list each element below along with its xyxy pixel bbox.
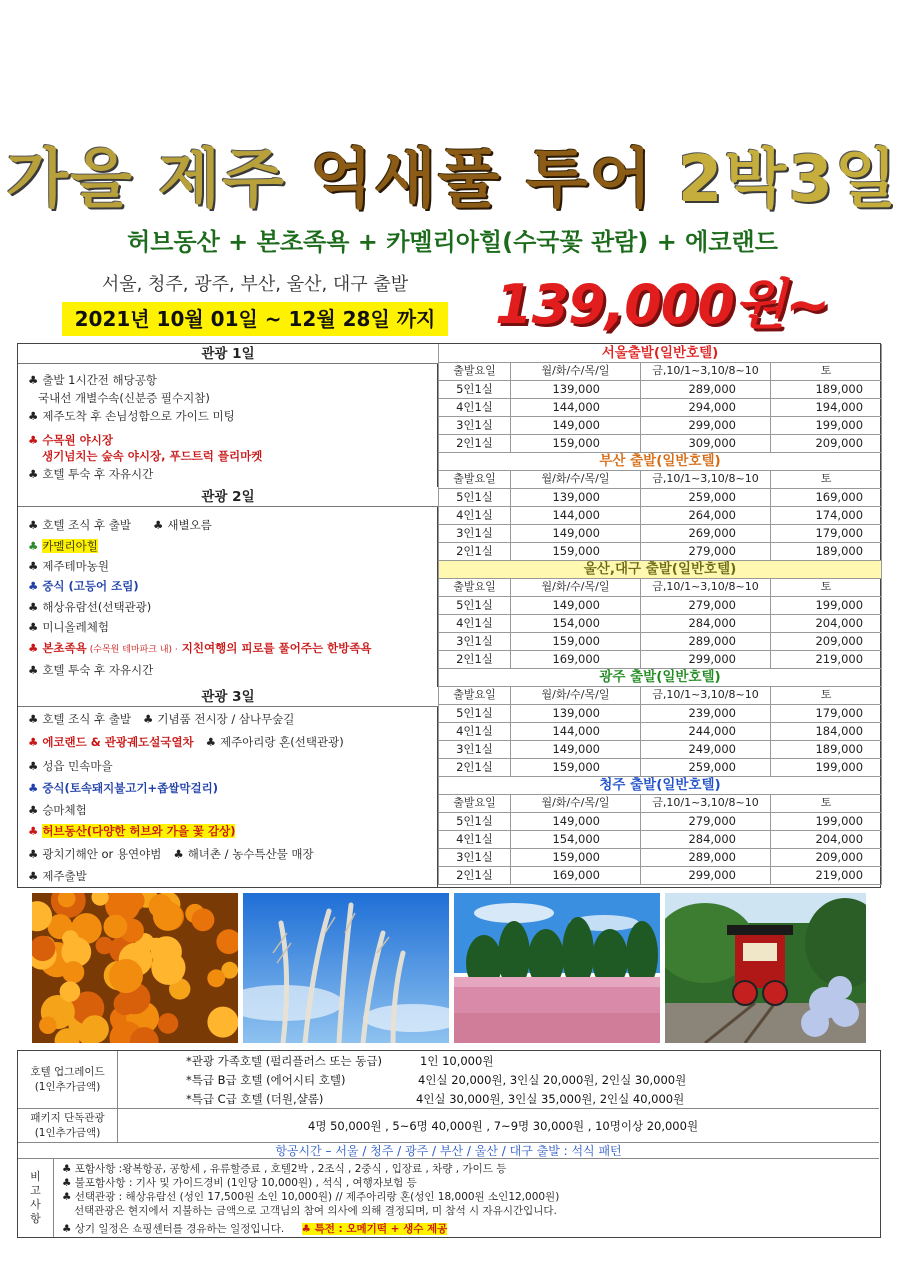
itinerary [18, 344, 438, 887]
club-bullet: ♣ [28, 620, 39, 634]
price-cell: 259,000 [641, 488, 771, 506]
upgrade-price-1: 1인 10,000원 [420, 1054, 494, 1068]
day-1-heading: 관광 1일 [18, 344, 438, 364]
price-section-title: 부산 출발(일반호텔) [439, 452, 882, 470]
price-row [439, 704, 882, 722]
club-bullet: ♣ [28, 433, 39, 447]
price-row [439, 398, 882, 416]
price-row [439, 740, 882, 758]
price-row [439, 488, 882, 506]
itinerary-text: 성읍 민속마을 [42, 759, 113, 773]
price-row [439, 812, 882, 830]
photo-strip [32, 893, 866, 1043]
room-type-cell: 2인1실 [439, 542, 511, 560]
price-cell: 289,000 [641, 380, 771, 398]
day-3-heading: 관광 3일 [18, 687, 438, 707]
itinerary-item [42, 448, 262, 464]
package-row [18, 1109, 879, 1143]
itinerary-text: 광치기해안 or 용연야범 [42, 847, 162, 861]
itinerary-text: 출발 1시간전 해당공항 [42, 373, 157, 387]
itinerary-text: 카멜리아힐 [42, 539, 98, 553]
price-cell: 259,000 [641, 758, 771, 776]
itinerary-text: 호텔 투숙 후 자유시간 [42, 467, 154, 481]
itinerary-item [28, 802, 87, 818]
itinerary-item [28, 372, 157, 388]
price-cell: 219,000 [771, 866, 882, 884]
price-section-title: 광주 출발(일반호텔) [439, 668, 882, 686]
price-cell: 294,000 [641, 398, 771, 416]
price-cell: 239,000 [641, 704, 771, 722]
price-cell: 289,000 [641, 632, 771, 650]
room-type-cell: 5인1실 [439, 596, 511, 614]
itinerary-item [28, 711, 294, 727]
price-cell: 159,000 [511, 758, 641, 776]
price-cell: 219,000 [771, 650, 882, 668]
itinerary-text: 본초족욕 [42, 641, 87, 655]
price-cell: 149,000 [511, 812, 641, 830]
price-column-header: 금,10/1~3,10/8~10 [641, 794, 771, 812]
itinerary-item [28, 619, 109, 635]
price-cell: 139,000 [511, 704, 641, 722]
upgrade-line-1: *관광 가족호텔 (펄리플러스 또는 동급) [186, 1054, 382, 1068]
itinerary-text: 제주도착 후 손님성함으로 가이드 미팅 [42, 409, 235, 423]
room-type-cell: 5인1실 [439, 812, 511, 830]
price-cell: 179,000 [771, 704, 882, 722]
upgrade-row [18, 1051, 879, 1109]
tour-period: 2021년 10월 01일 ~ 12월 28일 까지 [62, 302, 448, 336]
upgrade-line-2: *특급 B급 호텔 (에어시티 호텔) [186, 1073, 346, 1087]
itinerary-item [28, 517, 212, 533]
price-cell: 279,000 [641, 542, 771, 560]
price-cell: 284,000 [641, 830, 771, 848]
price-cell: 149,000 [511, 416, 641, 434]
itinerary-item [28, 599, 151, 615]
extras-table [17, 1050, 881, 1238]
price-column-header: 토 [771, 470, 882, 488]
club-bullet: ♣ [28, 539, 39, 553]
club-bullet: ♣ [28, 559, 39, 573]
itinerary-item [28, 780, 218, 796]
upgrade-price-2: 4인실 20,000원, 3인실 20,000원, 2인실 30,000원 [418, 1073, 687, 1087]
price-cell: 279,000 [641, 596, 771, 614]
price-cell: 199,000 [771, 758, 882, 776]
price-column-header: 토 [771, 578, 882, 596]
itinerary-text: 호텔 조식 후 출발 [42, 712, 132, 726]
marigold-photo [32, 893, 238, 1043]
day-2-heading: 관광 2일 [18, 487, 438, 507]
room-type-cell: 4인1실 [439, 830, 511, 848]
package-prices: 4명 50,000원 , 5~6명 40,000원 , 7~9명 30,000원 , 10명이상 20,000원 [308, 1119, 699, 1133]
itinerary-item [28, 758, 113, 774]
upgrade-label: 호텔 업그레이드 (1인추가금액) [18, 1051, 118, 1108]
club-bullet: ♣ [28, 409, 39, 423]
price-cell: 299,000 [641, 866, 771, 884]
price-column-header: 출발요일 [439, 470, 511, 488]
itinerary-text: 수목원 야시장 [42, 433, 113, 447]
price-section-title: 서울출발(일반호텔) [439, 344, 882, 362]
itinerary-item [28, 734, 344, 750]
club-bullet: ♣ [28, 373, 39, 387]
price-section-title: 울산,대구 출발(일반호텔) [439, 560, 882, 578]
room-type-cell: 3인1실 [439, 740, 511, 758]
schedule-price-table [17, 343, 881, 888]
club-bullet: ♣ [28, 759, 39, 773]
price-row [439, 866, 882, 884]
room-type-cell: 4인1실 [439, 398, 511, 416]
room-type-cell: 4인1실 [439, 506, 511, 524]
airline-info: 항공시간 – 서울 / 청주 / 광주 / 부산 / 울산 / 대구 출발 : 석식 패턴 [18, 1143, 879, 1159]
price-cell: 184,000 [771, 722, 882, 740]
room-type-cell: 5인1실 [439, 380, 511, 398]
room-type-cell: 3인1실 [439, 632, 511, 650]
title-part-2: 억새풀 투어 [310, 143, 654, 217]
title-part-1: 가을 제주 [6, 143, 286, 217]
note-shopping: ♣ 상기 일정은 쇼핑센터를 경유하는 일정입니다. ♣ 특전 : 오메기떡 + 생수 제공 [62, 1223, 448, 1235]
room-type-cell: 4인1실 [439, 614, 511, 632]
price-row [439, 650, 882, 668]
price-cell: 284,000 [641, 614, 771, 632]
room-type-cell: 5인1실 [439, 704, 511, 722]
price-column-header: 월/화/수/목/일 [511, 470, 641, 488]
price-cell: 154,000 [511, 614, 641, 632]
tour-price: 139,000원~ [495, 273, 830, 336]
price-cell: 199,000 [771, 596, 882, 614]
itinerary-text: 허브동산(다양한 허브와 가을 꽃 감상) [42, 824, 236, 838]
notes-label: 비 고 사 항 [18, 1159, 54, 1237]
club-bullet: ♣ [28, 579, 39, 593]
room-type-cell: 5인1실 [439, 488, 511, 506]
price-column-header: 월/화/수/목/일 [511, 362, 641, 380]
itinerary-text: 중식 (고등어 조림) [42, 579, 139, 593]
price-row [439, 614, 882, 632]
price-cell: 159,000 [511, 632, 641, 650]
itinerary-item [28, 846, 314, 862]
itinerary-item [28, 868, 87, 884]
price-cell: 149,000 [511, 740, 641, 758]
price-column-header: 월/화/수/목/일 [511, 686, 641, 704]
price-cell: 199,000 [771, 416, 882, 434]
room-type-cell: 2인1실 [439, 650, 511, 668]
itinerary-item [28, 466, 153, 482]
special-benefit: ♣ 특전 : 오메기떡 + 생수 제공 [301, 1223, 448, 1235]
price-cell: 144,000 [511, 398, 641, 416]
price-row [439, 380, 882, 398]
price-row [439, 542, 882, 560]
price-cell: 244,000 [641, 722, 771, 740]
note-included: ♣ 포함사항 :왕복항공, 공항세 , 유류할증료 , 호텔2박 , 2조식 , 2중식 , 입장료 , 차량 , 가이드 등 [62, 1163, 507, 1175]
price-cell: 144,000 [511, 506, 641, 524]
club-bullet: ♣ [28, 847, 39, 861]
price-cell: 169,000 [511, 866, 641, 884]
itinerary-item [28, 640, 372, 658]
price-cell: 169,000 [771, 488, 882, 506]
price-row [439, 596, 882, 614]
price-cell: 249,000 [641, 740, 771, 758]
price-cell: 204,000 [771, 614, 882, 632]
itinerary-item [28, 432, 113, 448]
club-bullet: ♣ [28, 467, 39, 481]
itinerary-text: 해상유람선(선택관광) [42, 600, 152, 614]
price-cell: 209,000 [771, 632, 882, 650]
price-cell: 189,000 [771, 542, 882, 560]
itinerary-text: 제주출발 [42, 869, 87, 883]
price-row [439, 506, 882, 524]
price-column-header: 출발요일 [439, 686, 511, 704]
price-column-header: 토 [771, 686, 882, 704]
room-type-cell: 3인1실 [439, 848, 511, 866]
itinerary-text: 미니올레체험 [42, 620, 109, 634]
itinerary-text: 호텔 투숙 후 자유시간 [42, 663, 154, 677]
itinerary-text: 제주테마농원 [42, 559, 109, 573]
itinerary-item [28, 662, 153, 678]
itinerary-text: 승마체험 [42, 803, 87, 817]
price-cell: 169,000 [511, 650, 641, 668]
price-column-header: 월/화/수/목/일 [511, 578, 641, 596]
itinerary-item [28, 578, 139, 594]
club-bullet: ♣ [28, 869, 39, 883]
price-row [439, 632, 882, 650]
price-cell: 204,000 [771, 830, 882, 848]
price-column-header: 월/화/수/목/일 [511, 794, 641, 812]
pampas-grass-photo [243, 893, 449, 1043]
itinerary-extra: 제주아리랑 혼(선택관광) [219, 735, 344, 749]
price-cell: 159,000 [511, 434, 641, 452]
price-cell: 194,000 [771, 398, 882, 416]
itinerary-extra: 기념품 전시장 / 삼나무숲길 [157, 712, 295, 726]
price-cell: 159,000 [511, 848, 641, 866]
price-cell: 149,000 [511, 524, 641, 542]
price-cell: 299,000 [641, 650, 771, 668]
club-bullet: ♣ [28, 663, 39, 677]
price-row [439, 722, 882, 740]
room-type-cell: 3인1실 [439, 416, 511, 434]
club-bullet: ♣ [205, 735, 216, 749]
club-bullet: ♣ [28, 600, 39, 614]
club-bullet: ♣ [28, 712, 39, 726]
price-row [439, 524, 882, 542]
price-section-title: 청주 출발(일반호텔) [439, 776, 882, 794]
price-cell: 299,000 [641, 416, 771, 434]
price-cell: 179,000 [771, 524, 882, 542]
price-cell: 149,000 [511, 596, 641, 614]
note-optional-tour: ♣ 선택관광 : 해상유람선 (성인 17,500원 소인 10,000원) // 제주아리랑 혼(성인 18,000원 소인12,000원) [62, 1191, 560, 1203]
itinerary-item [28, 408, 235, 424]
steam-train-photo [665, 893, 866, 1043]
tour-subtitle: 허브동산 + 본초족욕 + 카멜리아힐(수국꽃 관람) + 에코랜드 [127, 228, 778, 256]
itinerary-item [38, 390, 210, 406]
price-cell: 199,000 [771, 812, 882, 830]
price-cell: 209,000 [771, 434, 882, 452]
itinerary-text: 에코랜드 & 관광궤도설국열차 [42, 735, 194, 749]
departure-cities: 서울, 청주, 광주, 부산, 울산, 대구 출발 [101, 274, 409, 295]
price-cell: 189,000 [771, 740, 882, 758]
price-column-header: 금,10/1~3,10/8~10 [641, 578, 771, 596]
club-bullet: ♣ [143, 712, 154, 726]
club-bullet: ♣ [28, 781, 39, 795]
price-row [439, 758, 882, 776]
price-cell: 279,000 [641, 812, 771, 830]
price-cell: 309,000 [641, 434, 771, 452]
room-type-cell: 4인1실 [439, 722, 511, 740]
title-part-3: 2박3일 [677, 143, 899, 217]
room-type-cell: 2인1실 [439, 866, 511, 884]
itinerary-item [28, 558, 109, 574]
price-row [439, 434, 882, 452]
price-column-header: 토 [771, 362, 882, 380]
price-column-header: 출발요일 [439, 578, 511, 596]
club-bullet: ♣ [28, 824, 39, 838]
itinerary-text: 중식(토속돼지불고기+좁쌀막걸리) [42, 781, 218, 795]
price-column-header: 금,10/1~3,10/8~10 [641, 362, 771, 380]
price-row [439, 416, 882, 434]
club-bullet: ♣ [28, 518, 39, 532]
price-cell: 174,000 [771, 506, 882, 524]
itinerary-note: (수목원 테마파크 내) · [89, 645, 178, 655]
room-type-cell: 2인1실 [439, 434, 511, 452]
price-cell: 139,000 [511, 488, 641, 506]
price-cell: 144,000 [511, 722, 641, 740]
club-bullet: ♣ [28, 641, 39, 655]
price-cell: 154,000 [511, 830, 641, 848]
price-cell: 209,000 [771, 848, 882, 866]
price-column-header: 출발요일 [439, 794, 511, 812]
itinerary-text: 국내선 개별수속(신분증 필수지참) [38, 391, 210, 405]
club-bullet: ♣ [173, 847, 184, 861]
price-row [439, 848, 882, 866]
price-row [439, 830, 882, 848]
itinerary-item [28, 823, 235, 839]
itinerary-text: 생기넘치는 숲속 야시장, 푸드트럭 플리마켓 [42, 449, 263, 463]
room-type-cell: 2인1실 [439, 758, 511, 776]
price-cell: 189,000 [771, 380, 882, 398]
itinerary-text: 호텔 조식 후 출발 [42, 518, 132, 532]
price-cell: 264,000 [641, 506, 771, 524]
price-cell: 139,000 [511, 380, 641, 398]
price-column-header: 금,10/1~3,10/8~10 [641, 470, 771, 488]
itinerary-extra: 해녀촌 / 농수특산물 매장 [187, 847, 314, 861]
price-table [438, 344, 881, 887]
upgrade-price-3: 4인실 30,000원, 3인실 35,000원, 2인실 40,000원 [416, 1092, 685, 1106]
price-column-header: 금,10/1~3,10/8~10 [641, 686, 771, 704]
upgrade-line-3: *특급 C급 호텔 (더원,샬롬) [186, 1092, 324, 1106]
itinerary-item [28, 538, 98, 554]
itinerary-extra: 새별오름 [167, 518, 212, 532]
note-excluded: ♣ 불포함사항 : 기사 및 가이드경비 (1인당 10,000원) , 석식 , 여행자보험 등 [62, 1177, 417, 1189]
package-label: 패키지 단독관광 (1인추가금액) [18, 1109, 118, 1142]
price-column-header: 토 [771, 794, 882, 812]
pink-muhly-photo [454, 893, 660, 1043]
price-cell: 289,000 [641, 848, 771, 866]
club-bullet: ♣ [28, 803, 39, 817]
page-title [0, 128, 905, 220]
club-bullet: ♣ [153, 518, 164, 532]
price-cell: 269,000 [641, 524, 771, 542]
itinerary-desc: 지친여행의 피로를 풀어주는 한방족욕 [181, 641, 372, 655]
note-optional-detail: 선택관광은 현지에서 지불하는 금액으로 고객님의 참여 의사에 의해 결정되며, 미 참석 시 자유시간입니다. [74, 1205, 557, 1217]
price-column-header: 출발요일 [439, 362, 511, 380]
club-bullet: ♣ [28, 735, 39, 749]
price-cell: 159,000 [511, 542, 641, 560]
room-type-cell: 3인1실 [439, 524, 511, 542]
